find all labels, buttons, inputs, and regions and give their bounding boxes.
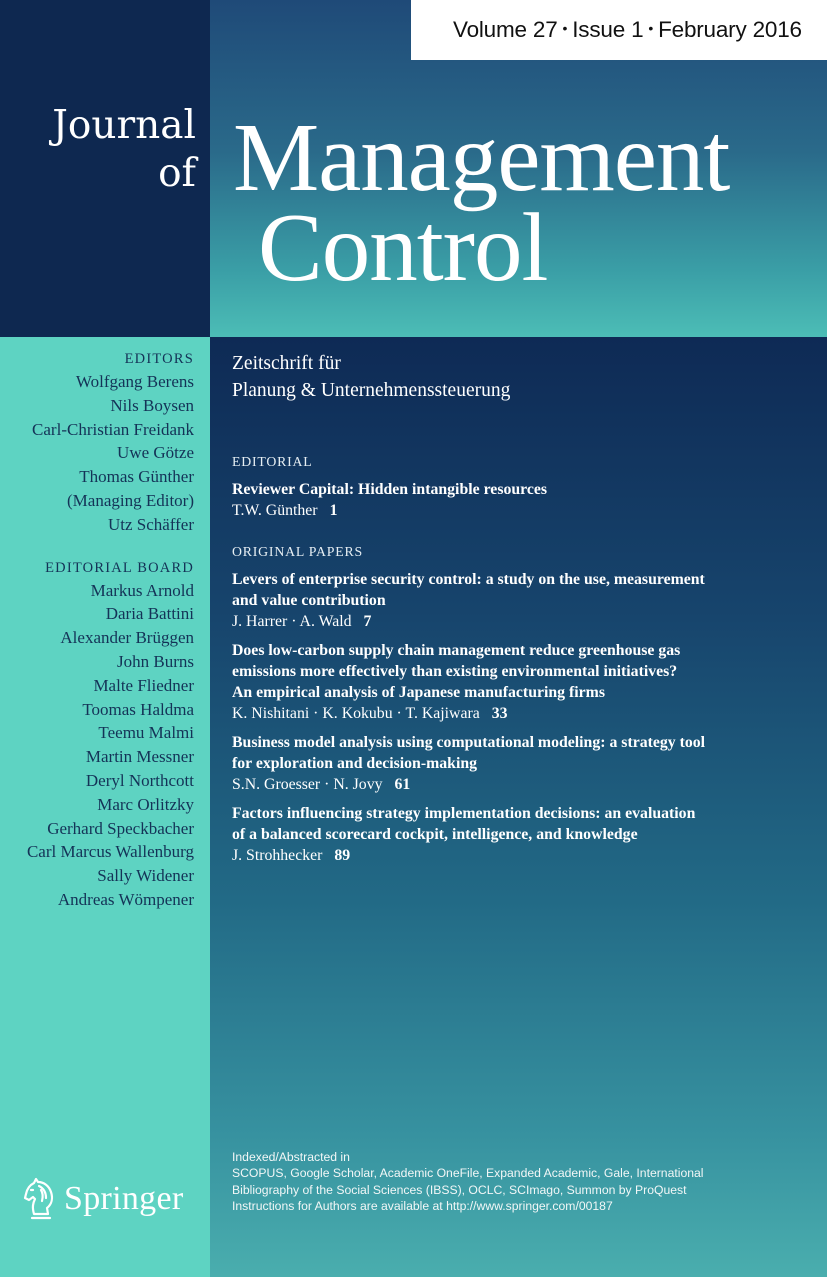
title-journal: Journal	[52, 103, 196, 148]
article-authors: S.N. Groesser · N. Jovy	[232, 776, 383, 793]
article-entry	[232, 569, 792, 632]
title-of: of	[158, 151, 196, 196]
board-member-name: Andreas Wömpener	[57, 889, 194, 909]
date-label: February 2016	[658, 17, 802, 42]
article-page-number: 7	[363, 613, 372, 630]
article-page-number: 61	[394, 776, 411, 793]
indexing-footer	[232, 1149, 812, 1215]
issue-separator: •	[648, 20, 654, 36]
article-authors: J. Strohhecker	[232, 847, 323, 864]
board-member-name: Markus Arnold	[90, 580, 194, 600]
board-member-name: Carl Marcus Wallenburg	[26, 842, 194, 862]
footer-line: Instructions for Authors are available at http://www.springer.com/00187	[232, 1199, 613, 1214]
article-byline	[232, 611, 792, 632]
subtitle-line-1: Zeitschrift für	[232, 353, 341, 374]
editor-name: Thomas Günther	[79, 467, 194, 487]
springer-horse-chess-knight-icon	[22, 1176, 58, 1222]
article-title: Factors influencing strategy implementation decisions: an evaluation	[232, 805, 696, 822]
title-control: Control	[258, 194, 548, 301]
board-member-name: Daria Battini	[105, 604, 194, 624]
board-member-name: Teemu Malmi	[98, 723, 194, 743]
article-byline	[232, 500, 792, 521]
editor-name: Carl-Christian Freidank	[32, 419, 194, 439]
article-page-number: 33	[491, 705, 508, 722]
board-member-name: Deryl Northcott	[85, 770, 194, 790]
article-authors: K. Nishitani · K. Kokubu · T. Kajiwara	[232, 705, 480, 722]
board-member-name: Martin Messner	[85, 747, 194, 767]
article-entry	[232, 732, 792, 795]
article-entry	[232, 479, 792, 521]
editorial-heading: EDITORIAL	[232, 454, 313, 469]
board-member-name: Sally Widener	[97, 866, 194, 886]
article-entry	[232, 640, 792, 724]
board-member-name: John Burns	[117, 651, 194, 671]
article-byline	[232, 845, 792, 866]
article-title: of a balanced scorecard cockpit, intelligence, and knowledge	[232, 826, 638, 843]
article-entry	[232, 803, 792, 866]
article-title: for exploration and decision-making	[232, 755, 478, 772]
article-byline	[232, 703, 792, 724]
article-title: Does low-carbon supply chain management reduce greenhouse gas	[232, 642, 681, 659]
volume-issue-bar	[411, 0, 827, 60]
article-title: Business model analysis using computational modeling: a strategy tool	[232, 734, 706, 751]
board-member-name: Toomas Haldma	[82, 699, 194, 719]
article-title: emissions more effectively than existing environmental initiatives?	[232, 663, 678, 680]
article-page-number: 89	[334, 847, 351, 864]
editorial-board-heading: EDITORIAL BOARD	[45, 559, 194, 576]
article-byline	[232, 774, 792, 795]
article-title: An empirical analysis of Japanese manufacturing firms	[232, 684, 605, 701]
footer-line: Bibliography of the Social Sciences (IBSS), OCLC, SCImago, Summon by ProQuest	[232, 1182, 687, 1197]
volume-label: Volume 27	[453, 17, 558, 42]
footer-line: Indexed/Abstracted in	[232, 1150, 350, 1164]
editors-column	[0, 348, 194, 912]
article-page-number: 1	[329, 502, 338, 519]
editors-heading: EDITORS	[124, 351, 194, 367]
editor-name: Nils Boysen	[110, 395, 194, 415]
original-papers-heading: ORIGINAL PAPERS	[232, 544, 363, 559]
footer-line: SCOPUS, Google Scholar, Academic OneFile, Expanded Academic, Gale, International	[232, 1166, 704, 1181]
board-member-name: Malte Fliedner	[93, 675, 194, 695]
article-authors: T.W. Günther	[232, 502, 318, 519]
article-title: Reviewer Capital: Hidden intangible resources	[232, 481, 548, 498]
article-title: and value contribution	[232, 592, 386, 609]
article-title: Levers of enterprise security control: a study on the use, measurement	[232, 571, 705, 588]
editor-name: Uwe Götze	[117, 443, 194, 463]
title-management: Management	[233, 104, 730, 211]
article-authors: J. Harrer · A. Wald	[232, 613, 352, 630]
board-member-name: Marc Orlitzky	[97, 794, 194, 814]
springer-wordmark: Springer	[64, 1180, 184, 1217]
volume-separator: •	[562, 20, 568, 36]
subtitle-line-2: Planung & Unternehmenssteuerung	[232, 380, 511, 401]
editor-name: Wolfgang Berens	[75, 372, 194, 391]
board-member-name: Alexander Brüggen	[60, 628, 194, 648]
springer-logo	[22, 1174, 184, 1224]
issue-label: Issue 1	[572, 17, 644, 42]
contents-column	[232, 350, 792, 866]
editor-name: Utz Schäffer	[107, 514, 194, 534]
editor-role: (Managing Editor)	[67, 490, 194, 510]
board-member-name: Gerhard Speckbacher	[47, 818, 194, 838]
